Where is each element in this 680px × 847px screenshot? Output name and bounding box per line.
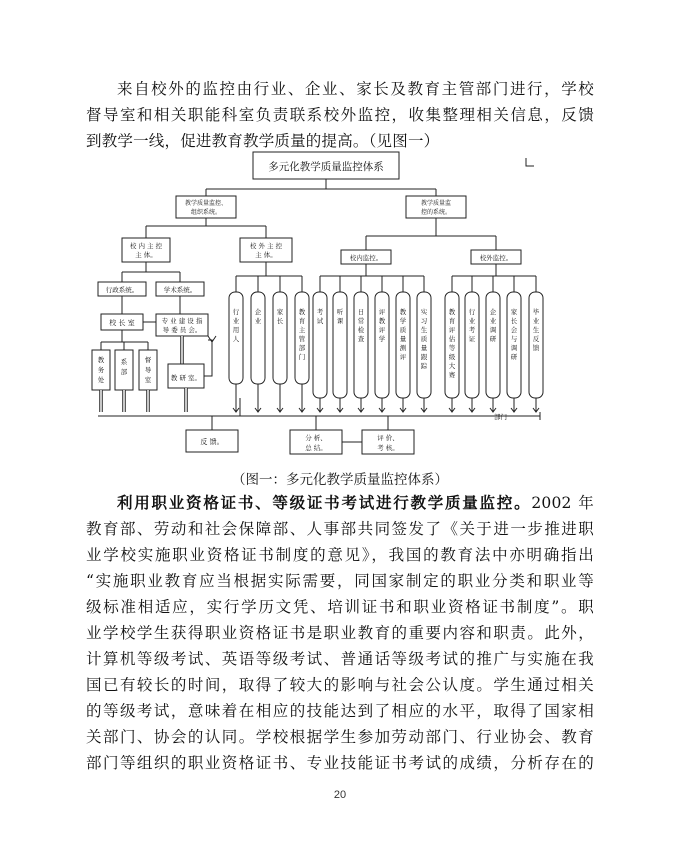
inside-monitor-bar-char: 跟 xyxy=(420,353,428,361)
inside-monitor-bar-char: 检 xyxy=(357,326,365,334)
crop-mark xyxy=(526,158,534,166)
outside-main-bar-char: 管 xyxy=(298,335,306,343)
svg-text:导 委 员 会。: 导 委 员 会。 xyxy=(162,326,202,334)
inside-monitor-bar-char: 教 xyxy=(399,308,407,316)
outside-main-bar-char: 行 xyxy=(232,308,240,316)
svg-text:组织系统。: 组织系统。 xyxy=(190,209,222,216)
svg-text:考 核。: 考 核。 xyxy=(377,444,399,452)
svg-text:部: 部 xyxy=(120,368,128,376)
outside-monitor-bar-char: 调 xyxy=(489,326,497,334)
outside-monitor-bar-char: 等 xyxy=(448,344,456,352)
svg-text:导: 导 xyxy=(144,366,152,374)
outside-monitor-bar-char: 研 xyxy=(510,353,518,361)
inside-monitor-bar-char: 实 xyxy=(420,308,428,316)
outside-main-bar-char: 教 xyxy=(298,308,306,316)
svg-text:评 价、: 评 价、 xyxy=(377,434,399,442)
intro-line: 来自校外的监控由行业、企业、家长及教育主管部门进行，学校 xyxy=(117,80,594,98)
outside-main-bar-char: 用 xyxy=(232,326,240,334)
inside-monitor-bar-char: 评 xyxy=(378,308,386,316)
outside-main-bar xyxy=(273,292,287,384)
intro-line: 督导室和相关职能科室负责联系校外监控，收集整理相关信息，反馈 xyxy=(86,106,594,124)
outside-monitor-bar-char: 级 xyxy=(448,353,456,361)
svg-text:校外监控。: 校外监控。 xyxy=(479,254,513,262)
svg-text:总 结。: 总 结。 xyxy=(305,444,327,452)
inside-monitor-bar-char: 试 xyxy=(316,317,324,325)
outside-monitor-bar-char: 长 xyxy=(510,317,518,325)
outside-monitor-bar-char: 考 xyxy=(468,326,476,334)
body-line: 国已有较长的时间，取得了较大的影响与社会公认度。学生通过相关 xyxy=(86,676,594,694)
outside-monitor-bar-char: 业 xyxy=(532,317,540,325)
body-paragraph xyxy=(86,490,594,776)
outside-main-bar-char: 主 xyxy=(298,326,306,334)
outside-main-bar-char: 业 xyxy=(232,317,240,325)
outside-monitor-bar-char: 毕 xyxy=(532,308,540,316)
svg-text:教学质量监控、: 教学质量监控、 xyxy=(184,200,228,207)
outside-main-bars xyxy=(229,292,309,412)
outside-main-bar-char: 长 xyxy=(276,317,284,325)
svg-text:室: 室 xyxy=(144,376,152,384)
inside-monitor-bar-char: 踪 xyxy=(420,362,428,370)
svg-text:教学质量监: 教学质量监 xyxy=(420,200,452,207)
inside-monitor-bar-char: 考 xyxy=(316,308,324,316)
body-line: 业学校学生获得职业资格证书是职业教育的重要内容和职责。此外， xyxy=(86,624,594,642)
outside-monitor-bar-char: 生 xyxy=(532,326,540,334)
outside-monitor-bar-char: 证 xyxy=(468,335,476,343)
inside-monitor-bar-char: 习 xyxy=(420,317,428,325)
body-line: 教育部、劳动和社会保障部、人事部共同签发了《关于进一步推进职 xyxy=(86,520,594,538)
svg-text:务: 务 xyxy=(97,366,105,374)
inside-monitor-bar-char: 常 xyxy=(357,317,365,325)
outside-main-bar-char: 门 xyxy=(298,353,306,361)
outside-monitor-bar-char: 研 xyxy=(489,335,497,343)
svg-text:控的系统。: 控的系统。 xyxy=(420,209,452,216)
svg-text:督: 督 xyxy=(144,356,152,364)
body-heading: 利用职业资格证书、等级证书考试进行教学质量监控。 xyxy=(117,494,532,512)
left-arrows xyxy=(101,388,186,412)
inside-monitor-bar-char: 评 xyxy=(399,353,407,361)
outside-main-bar-char: 业 xyxy=(254,317,262,325)
outside-monitor-bar-char: 大 xyxy=(448,362,456,370)
svg-text:教 研 室。: 教 研 室。 xyxy=(170,374,202,382)
outside-main-bar-char: 人 xyxy=(232,335,240,343)
outside-monitor-bar-char: 赛 xyxy=(448,371,456,379)
inside-monitor-bar-char: 量 xyxy=(420,344,428,352)
body-heading-tail: 2002 年 xyxy=(531,494,594,512)
body-line: 关部门、协会的认同。学校根据学生参加劳动部门、行业协会、教育 xyxy=(86,728,594,746)
svg-text:校内监控。: 校内监控。 xyxy=(349,254,383,262)
watermark-text: 部门 xyxy=(494,413,507,421)
inside-monitor-bar-char: 日 xyxy=(357,308,365,316)
svg-text:反 馈。: 反 馈。 xyxy=(200,438,224,446)
outside-monitor-bar-char: 估 xyxy=(448,335,456,343)
svg-text:系: 系 xyxy=(120,358,128,366)
inside-monitor-bar-char: 评 xyxy=(378,326,386,334)
body-line: 计算机等级考试、英语等级考试、普通话等级考试的推广与实施在我 xyxy=(86,650,594,668)
figure-caption: （图一：多元化教学质量监控体系） xyxy=(232,472,448,488)
body-line: 部门等组织的职业资格证书、专业技能证书考试的成绩，分析存在的 xyxy=(86,754,594,772)
inside-monitor-bar-char: 测 xyxy=(399,344,407,352)
svg-text:主 体。: 主 体。 xyxy=(135,251,157,259)
outside-monitor-bar-char: 反 xyxy=(532,335,540,343)
inside-monitor-bar-char: 学 xyxy=(378,335,386,343)
svg-text:行政系统。: 行政系统。 xyxy=(105,286,139,294)
svg-text:校 长 室: 校 长 室 xyxy=(109,319,135,327)
outside-main-bar-char: 企 xyxy=(254,308,262,316)
svg-text:专 业 建 设 指: 专 业 建 设 指 xyxy=(161,317,203,325)
outside-monitor-bar-char: 教 xyxy=(448,308,456,316)
body-line: 级标准相适应，实行学历文凭、培训证书和职业资格证书制度”。职 xyxy=(86,598,594,616)
inside-monitor-bar-char: 生 xyxy=(420,326,428,334)
outside-monitor-bar-char: 行 xyxy=(468,308,476,316)
body-line: 业学校实施职业资格证书制度的意见》，我国的教育法中亦明确指出 xyxy=(86,546,594,564)
outside-monitor-bar-char: 评 xyxy=(448,326,456,334)
outside-main-bar-char: 育 xyxy=(298,317,306,325)
outside-monitor-bar-char: 与 xyxy=(510,335,518,343)
inside-monitor-bars xyxy=(313,276,431,412)
inside-monitor-bar-char: 质 xyxy=(420,335,428,343)
outside-monitor-bar-char: 企 xyxy=(489,308,497,316)
svg-text:教: 教 xyxy=(97,356,105,364)
intro-line: 到教学一线，促进教育教学质量的提高。（见图一） xyxy=(86,132,440,150)
outside-monitor-bar-char: 调 xyxy=(510,344,518,352)
svg-text:分 析、: 分 析、 xyxy=(305,434,327,442)
inside-monitor-bar-char: 查 xyxy=(357,335,365,343)
outside-monitor-bars xyxy=(445,276,543,412)
svg-text:处: 处 xyxy=(97,376,105,384)
outside-monitor-bar-char: 馈 xyxy=(532,344,540,352)
outside-main-bar-char: 家 xyxy=(276,308,284,316)
inside-monitor-bar-char: 课 xyxy=(336,317,344,325)
svg-text:主 体。: 主 体。 xyxy=(255,251,277,259)
svg-text:校 外 主 控: 校 外 主 控 xyxy=(249,242,283,250)
svg-text:校 内 主 控: 校 内 主 控 xyxy=(129,242,163,250)
body-heading-line xyxy=(86,490,594,516)
outside-monitor-bar-char: 业 xyxy=(489,317,497,325)
inside-monitor-bar-char: 教 xyxy=(378,317,386,325)
outside-monitor-bar-char: 家 xyxy=(510,308,518,316)
diagram-title: 多元化教学质量监控体系 xyxy=(268,161,384,173)
body-line: “实施职业教育应当根据实际需要，同国家制定的职业分类和职业等 xyxy=(86,572,594,590)
outside-monitor-bar-char: 会 xyxy=(510,326,518,334)
outside-monitor-bar-char: 育 xyxy=(448,317,456,325)
outside-main-bar xyxy=(251,292,265,384)
inside-monitor-bar-char: 听 xyxy=(336,308,344,316)
inside-monitor-bar-char: 学 xyxy=(399,317,407,325)
outside-monitor-bar-char: 业 xyxy=(468,317,476,325)
inside-monitor-bar-char: 量 xyxy=(399,335,407,343)
outside-main-bar-char: 部 xyxy=(298,344,306,352)
svg-text:学术系统。: 学术系统。 xyxy=(163,286,197,294)
body-line: 的等级考试，意味着在相应的技能达到了相应的水平，取得了国家相 xyxy=(86,702,594,720)
page-number: 20 xyxy=(333,789,347,801)
inside-monitor-bar-char: 质 xyxy=(399,326,407,334)
